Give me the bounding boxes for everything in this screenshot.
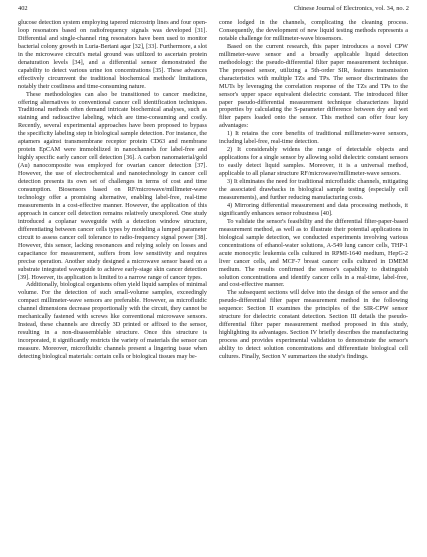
left-column [18,19,207,361]
list-item: 2) It considerably widens the range of detectable objects and applications for a single sensor by allowing solid dielectric constant sensors to easily detect liquid samples. Moreover, it is a universal method, applicable to all planar structure RF/microwave/millimeter-wave sensors. [219,146,408,178]
paragraph: Additionally, biological organisms often yield liquid samples of minimal volume. For the detection of such small-volume samples, exceedingly compact millimeter-wave sensors are preferable. However, as microfluidic channel dimensions decrease proportionally with the circuit, they cannot be mechanically fastened with screws like conventional microwave sensors. Instead, these channels are directly 3D printed or affixed to the sensor, resulting in a non-disassemblable structure. Once this structure is incorporated, it significantly restricts the variety of materials the sensor can measure. Moreover, microfluidic channels present a lingering issue when detecting biological materials: certain cells or biological tissues may be- [18,281,207,361]
list-item: 4) Mirroring differential measurement and data processing methods, it significantly enhances sensor robustness [40]. [219,201,408,217]
page-number: 402 [18,5,28,12]
paragraph: These methodologies can also be transitioned to cancer medicine, offering alternatives to conventional cancer cell identification techniques. Traditional methods often demand intricate biochemical analyses, such as staining and radioactive labeling, which are time-consuming and costly. Recently, several experimental approaches have been proposed to bypass the specificity labeling step in biological sample detection. For instance, the aptamers against transmembrane receptor protein CD63 and membrane protein EpCAM were immobilized in nanochannels for label-free and highly specific early cancer cell detection [36]. A carbon nanomaterial/gold (Au) nanocomposite was employed for ovarian cancer detection [37]. However, the use of electrochemical and nanotechnology in cancer cell detection presents its own set of challenges in terms of cost and time consumption. Biosensors based on RF/microwave/millimeter-wave technology offer a promising alternative, enabling label-free, real-time measurements in a cost-effective manner. However, the application of this approach in cancer cell detection remains relatively unexplored. One study introduced a coplanar waveguide with a detection window structure, differentiating between cancer cells types by modeling a lumped parameter circuit to assess cancer cell tolerance to radio-frequency signal power [38]. However, this sensor, lacking resonances and relying solely on losses and capacitance for measurement, suffers from low sensitivity and requires precise operation. Another study designed a microwave sensor based on a substrate integrated waveguide to achieve early-stage skin cancer detection [39]. However, its application is limited to a narrow range of cancer types. [18,90,207,281]
paragraph: The subsequent sections will delve into the design of the sensor and the pseudo-differential filter paper measurement method in the following sequence: Section II examines the principles of the SIR-CPW sensor structure for dielectric constant detection. Section III details the pseudo-differential filter paper measurement method proposed in this study, highlighting its advantages. Section IV briefly describes the manufacturing process and provides experimental validation to demonstrate the sensor's ability to detect solution concentrations and differentiate biological cell cultures. Finally, Section V summarizes the study's findings. [219,289,408,361]
right-column [219,19,408,361]
paragraph: come lodged in the channels, complicating the cleaning process. Consequently, the development of new liquid testing methods represents a notable challenge for millimeter-wave biosensors. [219,19,408,42]
list-item: 1) It retains the core benefits of traditional millimeter-wave sensors, including label-free, real-time detection. [219,130,408,146]
paragraph: To validate the sensor's feasibility and the differential filter-paper-based measurement method, as well as to illustrate their potential applications in biological sample detection, we conducted experiments involving various concentrations of ethanol-water solutions, A-549 lung cancer cells, THP-1 acute monocytic leukemia cells cultured in RPMI-1640 medium, HepG-2 liver cancer cells, and MCF-7 breast cancer cells cultured in DMEM medium. The results confirmed the sensor's capability to distinguish solution concentrations and identify cancer cells in a real-time, label-free, and cost-effective manner. [219,217,408,289]
list-item: 3) It eliminates the need for traditional microfluidic channels, mitigating the associated drawbacks in biological sample testing (especially cell measurements), and further reducing manufacturing costs. [219,178,408,201]
paragraph: glucose detection system employing tapered microstrip lines and four open-loop resonators based on radiofrequency signals was developed [31]. Differential and single-channel ring resonators have been used to monitor bacterial colony growth in Luria-Bertani agar [32], [33]. Furthermore, a slot in the microwave circuit's metal ground was utilized to ascertain protein denaturation levels [34], and a differential sensor demonstrated the capability to detect various urine ion concentrations [35]. These advances effectively circumvent the traditional biochemical methods' limitations, notably their costliness and time-consuming nature. [18,19,207,90]
paragraph: Based on the current research, this paper introduces a novel CPW millimeter-wave sensor and a broadly applicable liquid detection methodology: the pseudo-differential filter paper measurement technique. The proposed sensor, utilizing a 5th-order SIR, features transmission characteristics with multiple TZs and TPs. The sensor discriminates the MUTs by leveraging the correlation response of the TZs and TPs to the sensor's upper space equivalent dielectric constant. The introduced filter paper pseudo-differential measurement technique characterizes liquid properties by calculating the S-parameter difference between dry and wet filter papers loaded onto the sensor. This method can offer four key advantages: [219,42,408,130]
running-head [18,4,409,14]
journal-title: Chinese Journal of Electronics, vol. 34, no. 2 [293,5,409,12]
